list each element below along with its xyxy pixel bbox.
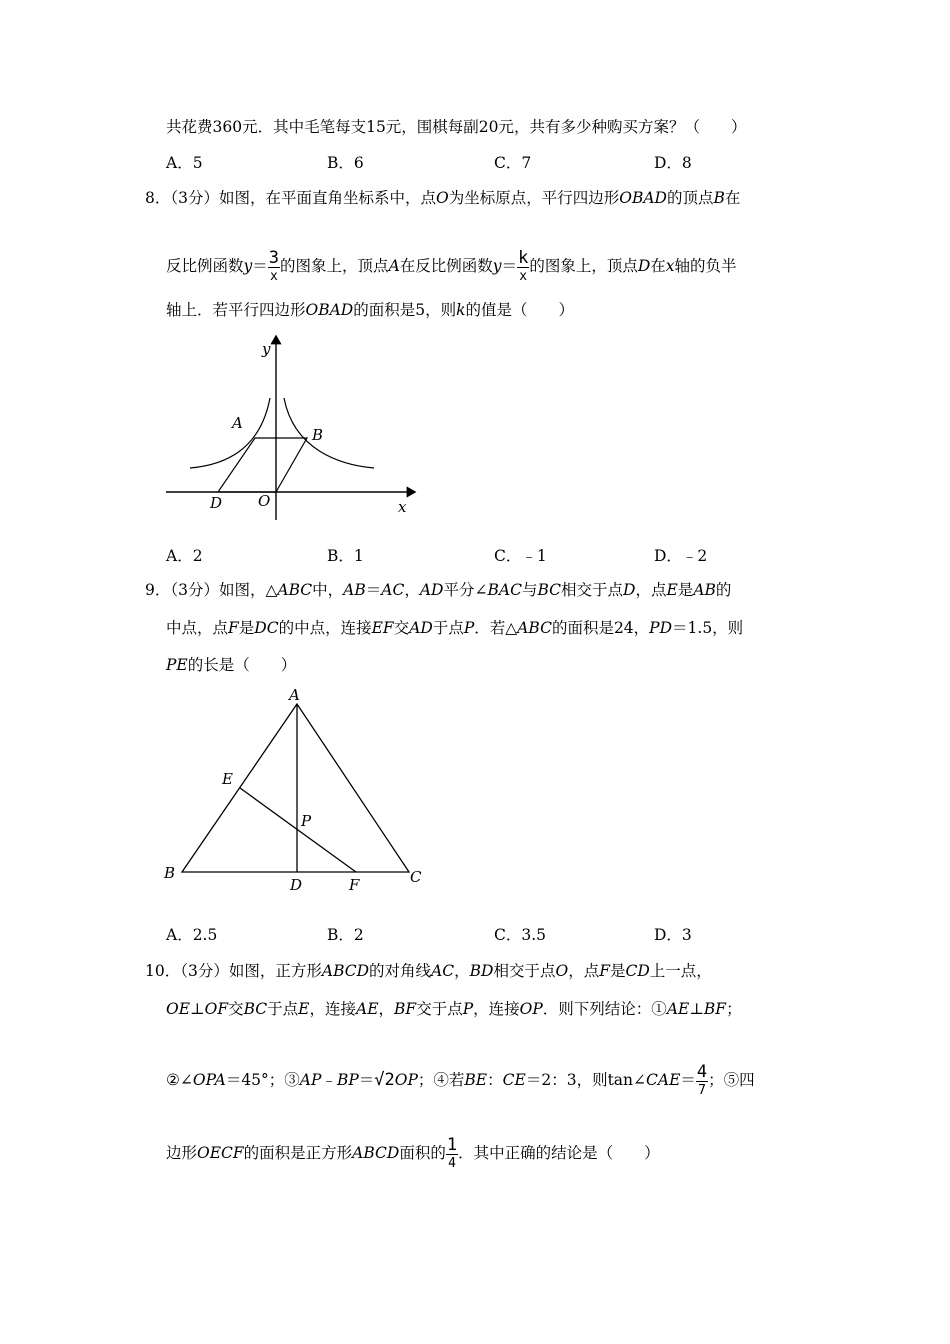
q8-text: 的图象上，顶点 (280, 257, 389, 275)
hyperbola-right-branch (284, 398, 374, 468)
q10-text: ，连接 (309, 1000, 356, 1018)
q9-var: BC (537, 581, 561, 599)
q9-line-2 (166, 618, 743, 638)
q8-fraction-3-over-x: $\frac{3}{x}$ (268, 247, 280, 284)
q7-option-d[interactable]: D．8 (654, 154, 692, 172)
q9-var: ABC (277, 581, 313, 599)
label-a: A (289, 686, 300, 704)
q10-text: 面积的 (399, 1144, 446, 1162)
label-p: P (301, 812, 312, 830)
q10-var: AE (356, 1000, 379, 1018)
q9-var: AB (343, 581, 366, 599)
q10-text: ；⑤四 (708, 1071, 755, 1089)
q10-text: 交 (228, 1000, 244, 1018)
q9-text: 于点 (432, 619, 464, 637)
q10-score: （3分） (180, 962, 229, 980)
q9-text: 中点，点 (166, 619, 229, 637)
q10-text: ＝ (358, 1071, 375, 1089)
q10-line-3 (166, 1058, 755, 1102)
label-x: x (398, 498, 407, 516)
q9-option-a[interactable]: A．2.5 (166, 926, 218, 944)
q10-text: ，点 (568, 962, 600, 980)
q8-text: ＝ (252, 257, 268, 275)
label-d: D (290, 876, 303, 894)
label-a: A (232, 414, 243, 432)
q9-var: AD (409, 619, 433, 637)
q10-var: OE (166, 1000, 191, 1018)
q9-option-d[interactable]: D．3 (654, 926, 692, 944)
q8-line-1 (145, 188, 740, 208)
q9-var: D (623, 581, 636, 599)
q8-text: 反比例函数 (166, 257, 244, 275)
q10-text: ②∠ (166, 1071, 193, 1089)
q9-option-c[interactable]: C．3.5 (494, 926, 547, 944)
hyperbola-left-branch (190, 398, 270, 468)
q10-var: P (462, 1000, 474, 1018)
q9-text: 是 (238, 619, 255, 637)
q8-text: 的顶点 (666, 189, 714, 207)
q10-text: ； (726, 1000, 742, 1018)
q10-var: AP (299, 1071, 322, 1089)
q10-var: OP (519, 1000, 543, 1018)
q8-var: y (243, 257, 253, 275)
label-y: y (262, 340, 271, 358)
q9-text: 交 (393, 619, 410, 637)
q10-var: BE (464, 1071, 488, 1089)
q9-line-3 (166, 655, 296, 675)
q9-text: ＝ (365, 581, 382, 599)
q10-text: ： (487, 1071, 503, 1089)
q10-text: 边形 (166, 1144, 198, 1162)
q8-option-a[interactable]: A．2 (166, 547, 203, 565)
q10-var: OP (394, 1071, 418, 1089)
q8-var: A (388, 257, 400, 275)
q7-stem-tail: 共花费360元．其中毛笔每支15元，围棋每副20元，共有多少种购买方案？（ ） (166, 118, 747, 136)
q8-fraction-k-over-x: $\frac{k}{x}$ (518, 247, 529, 284)
q10-var: ABCD (352, 1144, 400, 1162)
q10-text: ．则下列结论：① (542, 1000, 667, 1018)
q10-text: ＝45°；③ (225, 1071, 300, 1089)
q9-var: DC (254, 619, 279, 637)
q10-var: OECF (197, 1144, 244, 1162)
q9-var: AB (693, 581, 716, 599)
q9-text: ．若△ (474, 619, 518, 637)
q10-var: BC (243, 1000, 268, 1018)
q9-text: 如图，△ (219, 581, 278, 599)
q10-var: E (298, 1000, 310, 1018)
q8-var: O (436, 189, 449, 207)
q8-text: 的值是（ ） (465, 301, 575, 319)
q10-text: ；④若 (417, 1071, 465, 1089)
q9-score: （3分） (170, 581, 219, 599)
q10-text: ＝2：3，则tan∠ (525, 1071, 647, 1089)
q9-var: ABC (517, 619, 552, 637)
q10-text: ＝ (680, 1071, 696, 1089)
q10-var: ABCD (321, 962, 370, 980)
q10-text: 相交于点 (493, 962, 556, 980)
q8-line-2 (166, 244, 737, 288)
label-d: D (210, 494, 223, 512)
q10-text: ，连接 (473, 1000, 520, 1018)
q7-option-b[interactable]: B．6 (327, 154, 364, 172)
q10-line-4 (166, 1131, 660, 1175)
q9-var: AD (419, 581, 444, 599)
q8-var: OBAD (619, 189, 667, 207)
q8-var: k (456, 301, 466, 319)
q8-var: B (713, 189, 725, 207)
q8-text: 轴上．若平行四边形 (166, 301, 306, 319)
q9-var: PE (166, 656, 188, 674)
q10-var: CAE (646, 1071, 681, 1089)
triangle-abc (182, 704, 409, 872)
q9-var: BAC (487, 581, 522, 599)
q9-text: 中， (312, 581, 344, 599)
q8-var: D (637, 257, 651, 275)
q10-text: 上一点， (649, 962, 712, 980)
q10-var: BF (703, 1000, 727, 1018)
q9-text: ，点 (635, 581, 667, 599)
q10-text: 的面积是正方形 (243, 1144, 353, 1162)
q9-option-b[interactable]: B．2 (327, 926, 364, 944)
q9-var: AC (381, 581, 405, 599)
q10-text: ．其中正确的结论是（ ） (458, 1144, 660, 1162)
q9-var: EF (371, 619, 394, 637)
q10-var: BD (469, 962, 494, 980)
q10-fraction-4-over-7: $\frac{4}{7}$ (696, 1061, 708, 1098)
q8-text: 的图象上，顶点 (529, 257, 638, 275)
q8-var: OBAD (305, 301, 354, 319)
q8-option-d[interactable]: D．﹣2 (654, 547, 708, 565)
q10-var: F (599, 962, 610, 980)
q10-number: 10． (145, 962, 181, 980)
q10-text: ， (378, 1000, 395, 1018)
q10-text: 交于点 (416, 1000, 463, 1018)
q10-var: BP (336, 1071, 359, 1089)
q8-line-3 (166, 300, 574, 320)
q9-text: ＝1.5，则 (672, 619, 744, 637)
sqrt-two: √2 (374, 1070, 395, 1090)
q10-text: 是 (609, 962, 626, 980)
q8-text: ＝ (501, 257, 518, 275)
q8-option-c[interactable]: C．﹣1 (494, 547, 547, 565)
q8-text: 轴的负半 (674, 257, 737, 275)
q10-var: CE (502, 1071, 526, 1089)
q10-text: 如图，正方形 (228, 962, 322, 980)
q10-line-1 (145, 961, 712, 981)
label-b: B (164, 864, 176, 882)
label-b: B (312, 426, 324, 444)
q9-text: 的中点，连接 (278, 619, 372, 637)
q10-text: ﹣ (321, 1071, 337, 1089)
q9-text: 是 (677, 581, 694, 599)
q7-option-c[interactable]: C．7 (494, 154, 532, 172)
q9-var: E (666, 581, 678, 599)
q10-text: ， (454, 962, 470, 980)
q8-var: y (492, 257, 502, 275)
q8-text: 在 (650, 257, 666, 275)
q9-var: P (463, 619, 475, 637)
q8-option-b[interactable]: B．1 (327, 547, 364, 565)
q8-number: 8． (145, 189, 171, 207)
q9-text: ， (404, 581, 420, 599)
q10-fraction-1-over-4: $\frac{1}{4}$ (446, 1134, 458, 1171)
q9-number: 9． (145, 581, 171, 599)
q8-var: x (665, 257, 675, 275)
q9-text: 的长是（ ） (187, 656, 297, 674)
q7-option-a[interactable]: A．5 (166, 154, 203, 172)
q10-var: AC (431, 962, 455, 980)
q10-text: ⊥ (689, 1000, 704, 1018)
q10-var: BF (394, 1000, 417, 1018)
q8-text: 在 (724, 189, 741, 207)
parallelogram-obad (218, 438, 307, 492)
q10-var: OF (204, 1000, 229, 1018)
label-e: E (222, 770, 233, 788)
q8-score: （3分） (170, 189, 219, 207)
q10-var: CD (625, 962, 650, 980)
q10-var: O (555, 962, 569, 980)
q10-text: ⊥ (190, 1000, 205, 1018)
q10-line-2 (166, 999, 742, 1019)
label-o: O (258, 492, 271, 510)
q9-text: 的 (715, 581, 732, 599)
segment-ef (240, 788, 356, 872)
q8-text: 如图，在平面直角坐标系中，点 (219, 189, 437, 207)
q9-line-1 (145, 580, 731, 600)
q10-var: OPA (192, 1071, 226, 1089)
q9-figure (160, 682, 430, 897)
q8-text: 的面积是5，则 (353, 301, 457, 319)
label-c: C (410, 868, 422, 886)
q9-text: 与 (521, 581, 538, 599)
q9-var: F (228, 619, 239, 637)
q10-var: AE (666, 1000, 690, 1018)
q8-text: 为坐标原点，平行四边形 (448, 189, 620, 207)
label-f: F (349, 876, 360, 894)
q9-var: PD (649, 619, 673, 637)
q10-text: 于点 (267, 1000, 299, 1018)
q9-text: 平分∠ (443, 581, 488, 599)
q10-text: 的对角线 (369, 962, 432, 980)
q9-text: 的面积是24， (551, 619, 650, 637)
q9-text: 相交于点 (561, 581, 624, 599)
q8-text: 在反比例函数 (399, 257, 493, 275)
q8-figure (160, 330, 430, 520)
